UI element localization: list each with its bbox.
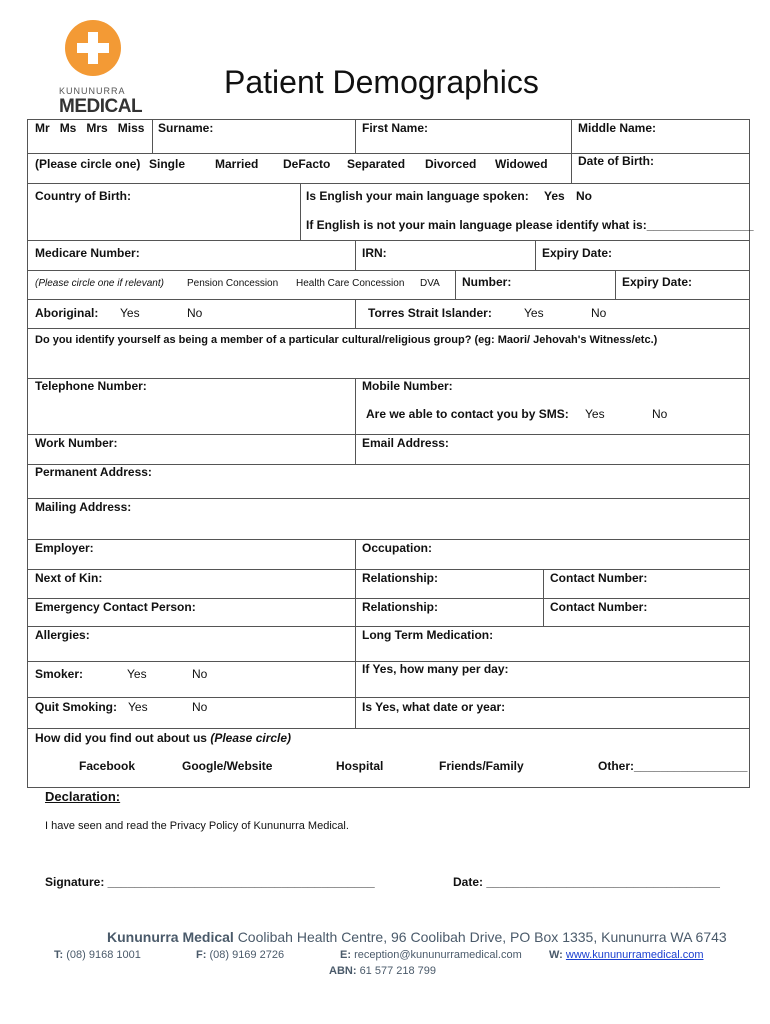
irn-field[interactable]: IRN:: [362, 246, 387, 260]
smoker-yes[interactable]: Yes: [127, 667, 147, 681]
smoker-no[interactable]: No: [192, 667, 208, 681]
employer-field[interactable]: Employer:: [35, 541, 94, 555]
referral-facebook[interactable]: Facebook: [79, 759, 136, 773]
email-field[interactable]: Email Address:: [362, 436, 449, 450]
footer-phone-label: T:: [54, 949, 64, 961]
other-language-field[interactable]: If English is not your main language please identify what is:________________: [306, 218, 754, 232]
title-mrs[interactable]: Mrs: [86, 121, 108, 135]
work-number-field[interactable]: Work Number:: [35, 436, 118, 450]
aboriginal-label: Aboriginal:: [35, 306, 99, 320]
footer-fax-value: (08) 9169 2726: [209, 949, 285, 961]
marital-widowed[interactable]: Widowed: [495, 157, 548, 171]
declaration-text: I have seen and read the Privacy Policy of Kununurra Medical.: [45, 820, 349, 832]
referral-google[interactable]: Google/Website: [182, 759, 273, 773]
concession-pension[interactable]: Pension Concession: [187, 278, 279, 289]
mobile-field[interactable]: Mobile Number:: [362, 379, 453, 393]
marital-divorced[interactable]: Divorced: [425, 157, 477, 171]
english-yes[interactable]: Yes: [544, 189, 565, 203]
english-no[interactable]: No: [576, 189, 592, 203]
quit-no[interactable]: No: [192, 700, 208, 714]
signature-field[interactable]: Signature: ________________________________________: [45, 875, 375, 889]
footer-fax-label: F:: [196, 949, 207, 961]
smoker-label: Smoker:: [35, 667, 84, 681]
logo-line2: MEDICAL: [59, 96, 143, 117]
first-name-field[interactable]: First Name:: [362, 121, 429, 135]
medical-cross-icon: [63, 18, 123, 78]
referral-question: [35, 731, 291, 745]
tsi-no[interactable]: No: [591, 306, 607, 320]
permanent-address-field[interactable]: Permanent Address:: [35, 465, 152, 479]
referral-friends[interactable]: Friends/Family: [439, 759, 524, 773]
kin-relationship-field[interactable]: Relationship:: [362, 571, 439, 585]
long-term-medication-field[interactable]: Long Term Medication:: [362, 628, 494, 642]
marital-hint: (Please circle one): [35, 157, 141, 171]
footer-email-label: E:: [340, 949, 351, 961]
aboriginal-yes[interactable]: Yes: [120, 306, 140, 320]
tsi-yes[interactable]: Yes: [524, 306, 544, 320]
logo: [55, 18, 143, 118]
footer-website-link[interactable]: www.kununurramedical.com: [565, 949, 704, 961]
footer-abn-value: 61 577 218 799: [359, 965, 437, 977]
emergency-contact-number-field[interactable]: Contact Number:: [550, 600, 648, 614]
surname-field[interactable]: Surname:: [158, 121, 214, 135]
footer-address: Coolibah Health Centre, 96 Coolibah Drive, PO Box 1335, Kununurra WA 6743: [237, 929, 727, 945]
telephone-field[interactable]: Telephone Number:: [35, 379, 147, 393]
referral-question-text: How did you find out about us: [35, 731, 207, 745]
footer-phone: [54, 949, 141, 961]
cultural-group-field[interactable]: Do you identify yourself as being a member of a particular cultural/religious group? (eg: Maori/ Jehovah's Witness/etc.): [35, 334, 658, 346]
footer-fax: [196, 949, 284, 961]
sms-yes[interactable]: Yes: [585, 407, 605, 421]
quit-date-field[interactable]: Is Yes, what date or year:: [362, 700, 506, 714]
medicare-expiry-field[interactable]: Expiry Date:: [542, 246, 613, 260]
referral-other[interactable]: Other:_________________: [598, 759, 748, 773]
dob-field[interactable]: Date of Birth:: [578, 154, 654, 168]
aboriginal-no[interactable]: No: [187, 306, 203, 320]
title-mr[interactable]: Mr: [35, 121, 50, 135]
concession-expiry-field[interactable]: Expiry Date:: [622, 275, 693, 289]
footer-email-value[interactable]: reception@kununurramedical.com: [354, 949, 522, 961]
page-title: Patient Demographics: [224, 64, 539, 100]
title-ms[interactable]: Ms: [59, 121, 77, 135]
english-question: Is English your main language spoken:: [306, 189, 529, 203]
logo-line1: KUNUNURRA: [59, 86, 126, 96]
emergency-contact-field[interactable]: Emergency Contact Person:: [35, 600, 196, 614]
title-miss[interactable]: Miss: [117, 121, 145, 135]
marital-single[interactable]: Single: [149, 157, 186, 171]
sms-question: Are we able to contact you by SMS:: [366, 407, 569, 421]
concession-dva[interactable]: DVA: [420, 278, 440, 289]
kin-contact-field[interactable]: Contact Number:: [550, 571, 648, 585]
footer-org: Kununurra Medical: [107, 929, 234, 945]
concession-hint: (Please circle one if relevant): [35, 278, 164, 289]
marital-defacto[interactable]: DeFacto: [283, 157, 331, 171]
emergency-relationship-field[interactable]: Relationship:: [362, 600, 439, 614]
next-of-kin-field[interactable]: Next of Kin:: [35, 571, 103, 585]
title-options: [35, 121, 144, 135]
concession-number-field[interactable]: Number:: [462, 275, 512, 289]
referral-hospital[interactable]: Hospital: [336, 759, 384, 773]
footer-abn-label: ABN:: [329, 965, 357, 977]
quit-yes[interactable]: Yes: [128, 700, 148, 714]
concession-health-care[interactable]: Health Care Concession: [296, 278, 405, 289]
footer-phone-value: (08) 9168 1001: [66, 949, 141, 961]
footer-website-label: W:: [549, 949, 563, 961]
date-field[interactable]: Date: ___________________________________: [453, 875, 720, 889]
tsi-label: Torres Strait Islander:: [368, 306, 492, 320]
middle-name-field[interactable]: Middle Name:: [578, 121, 657, 135]
mailing-address-field[interactable]: Mailing Address:: [35, 500, 132, 514]
quit-smoking-label: Quit Smoking:: [35, 700, 117, 714]
referral-hint: (Please circle): [210, 731, 292, 745]
occupation-field[interactable]: Occupation:: [362, 541, 433, 555]
medicare-number-field[interactable]: Medicare Number:: [35, 246, 140, 260]
sms-no[interactable]: No: [652, 407, 668, 421]
footer-abn: [329, 965, 436, 977]
country-of-birth-field[interactable]: Country of Birth:: [35, 189, 131, 203]
allergies-field[interactable]: Allergies:: [35, 628, 90, 642]
cigarettes-per-day-field[interactable]: If Yes, how many per day:: [362, 662, 509, 676]
marital-married[interactable]: Married: [215, 157, 259, 171]
marital-separated[interactable]: Separated: [347, 157, 406, 171]
footer-website: [549, 949, 703, 961]
declaration-heading: Declaration:: [45, 789, 121, 804]
footer-email: [340, 949, 522, 961]
footer-address-line: [107, 929, 727, 945]
